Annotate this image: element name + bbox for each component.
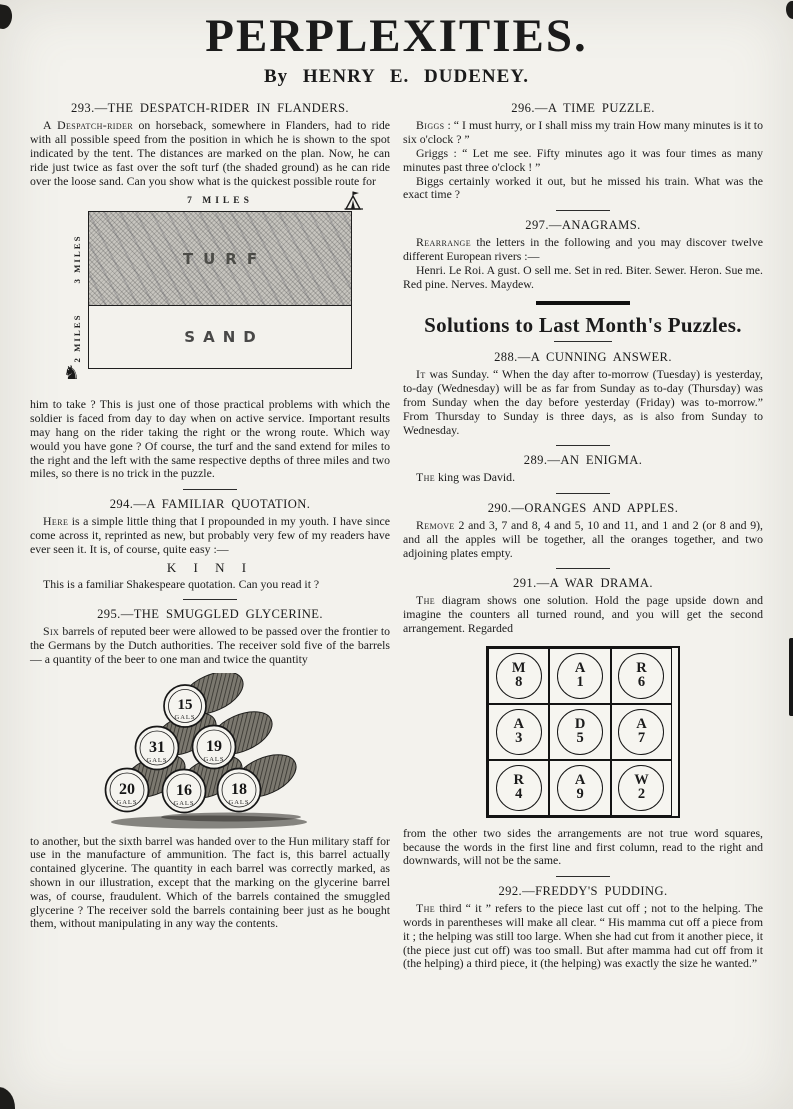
svg-text:GALS: GALS xyxy=(116,798,138,806)
puzzle-295-heading: 295.—THE SMUGGLED GLYCERINE. xyxy=(97,607,323,622)
solution-288-heading: 288.—A CUNNING ANSWER. xyxy=(494,350,672,365)
counter-R6 xyxy=(618,653,664,699)
svg-text:GALS: GALS xyxy=(203,755,225,763)
grid-cell xyxy=(549,704,610,760)
puzzle-294-paragraph-2: This is a familiar Shakespeare quotation. Can you read it ? xyxy=(43,576,320,591)
paragraph-text: was Sunday. “ When the day after to-morrow (Tuesday) is yesterday, to-day (Wednesday) will be as far from Sunday as to-day (Thursday) was from Sunday when the day before yesterday (Friday) was to-morrow.” From Thursday to Sunday is three days, as is also from Sunday to Wednesday. xyxy=(403,367,763,437)
war-drama-counter-grid xyxy=(486,646,680,818)
barrel-18 xyxy=(218,768,261,811)
counter-A3 xyxy=(496,709,542,755)
section-divider xyxy=(183,599,237,600)
svg-text:GALS: GALS xyxy=(174,713,196,721)
solution-290-paragraph xyxy=(403,519,763,560)
svg-text:GALS: GALS xyxy=(173,799,195,807)
barrel-31 xyxy=(136,726,179,769)
counter-letter: W xyxy=(634,772,649,789)
puzzle-293-paragraph-2: him to take ? This is just one of those practical problems with which the soldier is faced from day to day when on active service. Important results may hang on the rider taking the right or the wrong route. Which way would you have gone ? Of course, the turf and the sand extend for miles to the right and the left with the same respective depths of three miles and two miles, so there is no trick in the puzzle. xyxy=(30,397,390,481)
puzzle-296-paragraph-3: Biggs certainly worked it out, but he missed his train. What was the exact time ? xyxy=(403,173,763,202)
barrels-illustration xyxy=(81,673,339,831)
right-column xyxy=(403,101,763,971)
grid-cell xyxy=(488,704,549,760)
counter-number: 1 xyxy=(576,673,584,690)
sand-label: SAND xyxy=(184,328,264,347)
counter-letter: D xyxy=(574,716,586,733)
puzzle-296-paragraph-1 xyxy=(403,119,763,147)
paragraph-text: diagram shows one solution. Hold the page upside down and imagine the counters all turned round, and you will get the second arrangement. Regarded xyxy=(403,593,763,636)
barrel-20 xyxy=(106,768,149,811)
puzzle-296-heading: 296.—A TIME PUZZLE. xyxy=(511,101,655,116)
solution-291-paragraph-1 xyxy=(403,594,763,635)
counter-letter: M xyxy=(511,660,526,677)
grid-cell xyxy=(488,648,549,704)
section-divider xyxy=(556,876,610,877)
counter-number: 8 xyxy=(515,673,523,690)
grid-row xyxy=(488,704,678,760)
paragraph-text: 2 and 3, 7 and 8, 4 and 5, 10 and 11, and 1 and 2 (or 8 and 9), and all the apples will be together, all the oranges together, and two adjoining plates empty. xyxy=(403,518,763,560)
counter-R4 xyxy=(496,765,542,811)
counter-letter: A xyxy=(574,660,586,677)
left-column xyxy=(30,101,390,971)
counter-letter: A xyxy=(513,716,524,733)
scan-artifact-bottom-left xyxy=(0,1087,15,1109)
paragraph-text: barrels of reputed beer were allowed to be passed over the frontier to the Germans by the Dutch authorities. The receiver sold five of the barrels— a quantity of the beer to one man and twice the quantity xyxy=(30,624,390,666)
solution-291-paragraph-2: from the other two sides the arrangements are not true word squares, because the words in the first line and first column, read to the right and downwards, will not be the same. xyxy=(403,825,763,868)
solution-292-paragraph xyxy=(403,902,763,971)
paragraph-text: third “ it ” refers to the piece last cut off ; not to the helping. The words in parentheses will make all clear. “ His mamma cut off a piece from it ; the helping was still too large. When she had cut from it another piece, it (the piece just cut off) was too small. But after mamma had cut off from it (the helping) a third piece, it (the helping) was exactly the size he wanted.” xyxy=(403,901,763,971)
puzzle-293-heading: 293.—THE DESPATCH-RIDER IN FLANDERS. xyxy=(71,101,349,116)
solution-289-paragraph xyxy=(403,471,763,485)
svg-text:31: 31 xyxy=(149,738,165,756)
counter-number: 5 xyxy=(576,729,584,746)
counter-A9 xyxy=(557,765,603,811)
paragraph-lead: Six xyxy=(43,624,60,639)
puzzle-296-paragraph-2: Griggs : “ Let me see. Fifty minutes ago it was four times as many minutes past three o'clock ! ” xyxy=(403,145,763,174)
turf-region xyxy=(89,212,351,306)
map-left-bottom-distance-label: 2 MILES xyxy=(72,313,82,363)
flanders-map-figure xyxy=(60,196,360,392)
paragraph-lead: It xyxy=(416,367,426,382)
barrel-19 xyxy=(193,725,236,768)
solution-291-heading: 291.—A WAR DRAMA. xyxy=(513,576,653,591)
puzzle-294-heading: 294.—A FAMILIAR QUOTATION. xyxy=(109,497,311,512)
grid-row xyxy=(488,648,678,704)
paragraph-lead: The xyxy=(416,901,436,916)
paragraph-lead: Remove xyxy=(416,518,455,533)
solutions-divider xyxy=(536,301,630,305)
counter-letter: R xyxy=(513,772,524,789)
solutions-heading-underline xyxy=(554,341,612,342)
svg-text:20: 20 xyxy=(119,780,135,798)
grid-cell xyxy=(611,648,672,704)
counter-number: 6 xyxy=(637,673,646,690)
solution-288-paragraph xyxy=(403,368,763,437)
solution-289-heading: 289.—AN ENIGMA. xyxy=(523,453,643,468)
paragraph-text: on horseback, somewhere in Flanders, had to ride with all possible speed from the position in which he is shown to the spot indicated by the tent. The distances are marked on the plan. Now, he can ride just twice as fast over the soft turf (the shaded ground) as he can ride over the loose sand. Can you show what is the quickest possible route for xyxy=(30,118,390,188)
sand-region xyxy=(89,306,351,368)
counter-letter: A xyxy=(636,716,647,733)
grid-cell xyxy=(549,648,610,704)
paragraph-lead: The xyxy=(416,593,436,608)
grid-cell xyxy=(611,760,672,816)
horse-rider-icon: ♞ xyxy=(63,362,81,385)
counter-D5 xyxy=(557,709,603,755)
section-divider xyxy=(556,568,610,569)
counter-number: 9 xyxy=(576,785,584,802)
counter-A1 xyxy=(557,653,603,699)
solution-292-heading: 292.—FREDDY'S PUDDING. xyxy=(498,884,668,899)
puzzle-295-paragraph-1 xyxy=(30,625,390,666)
section-divider xyxy=(556,445,610,446)
section-divider xyxy=(556,210,610,211)
masthead xyxy=(0,0,793,88)
puzzle-297-anagram-list: Henri. Le Roi. A gust. O sell me. Set in red. Biter. Sewer. Heron. Sue me. Red pine. Nerves. Maydew. xyxy=(403,262,763,291)
page-title: PERPLEXITIES. xyxy=(205,10,588,62)
counter-number: 4 xyxy=(515,785,523,802)
solution-290-heading: 290.—ORANGES AND APPLES. xyxy=(487,501,679,516)
counter-letter: A xyxy=(574,772,586,789)
byline: By HENRY E. DUDENEY. xyxy=(263,66,530,88)
counter-A7 xyxy=(618,709,664,755)
svg-text:GALS: GALS xyxy=(146,756,168,764)
section-divider xyxy=(556,493,610,494)
paragraph-text: is a simple little thing that I propounded in my youth. I have since come across it, reprinted as new, but probably very few of my readers have ever seen it. It is, of course, quite easy :— xyxy=(30,514,390,556)
puzzle-297-heading: 297.—ANAGRAMS. xyxy=(525,218,641,233)
counter-number: 3 xyxy=(515,729,523,746)
counter-number: 2 xyxy=(637,785,646,802)
paragraph-lead: Here xyxy=(43,514,69,529)
paragraph-text: : “ I must hurry, or I shall miss my train How many minutes is it to six o'clock ? ” xyxy=(403,118,763,147)
cipher-text: K I N I xyxy=(166,559,254,575)
counter-W2 xyxy=(618,765,664,811)
puzzle-295-paragraph-2: to another, but the sixth barrel was handed over to the Hun military staff for use in the manufacture of ammunition. The fact is, this barrel actually contained glycerine. The quantity in each barrel was correctly marked, as shown in our illustration, except that the marking on the glycerine barrel was, of course, fraudulent. Which of the barrels contained the smuggled glycerine ? The receiver sold the barrels containing beer just as he bought them, without manipulating in any way the contents. xyxy=(30,833,390,931)
counter-letter: R xyxy=(636,660,647,677)
map-left-top-distance-label: 3 MILES xyxy=(72,234,82,284)
barrel-15 xyxy=(164,685,206,727)
puzzle-293-paragraph-1 xyxy=(30,119,390,188)
paragraph-lead: The xyxy=(416,470,436,485)
turf-label: TURF xyxy=(182,249,268,268)
puzzle-297-paragraph-1 xyxy=(403,236,763,264)
solutions-heading: Solutions to Last Month's Puzzles. xyxy=(424,313,742,338)
paragraph-text: king was David. xyxy=(435,470,516,485)
grid-cell xyxy=(611,704,672,760)
counter-M8 xyxy=(496,653,542,699)
section-divider xyxy=(183,489,237,490)
grid-cell xyxy=(549,760,610,816)
svg-text:19: 19 xyxy=(206,737,222,755)
two-column-layout xyxy=(0,101,793,971)
map-top-distance-label: 7 MILES xyxy=(187,196,253,207)
barrel-16 xyxy=(163,769,206,812)
puzzle-294-paragraph-1 xyxy=(30,515,390,556)
paragraph-lead: Biggs xyxy=(416,118,445,133)
paragraph-text: the letters in the following and you may discover twelve different European rivers :— xyxy=(403,235,763,263)
paragraph-lead: A Despatch-rider xyxy=(43,118,134,133)
svg-text:18: 18 xyxy=(231,780,247,798)
svg-text:15: 15 xyxy=(177,696,193,713)
counter-number: 7 xyxy=(637,729,646,746)
paragraph-lead: Rearrange xyxy=(416,235,472,250)
svg-text:GALS: GALS xyxy=(228,798,250,806)
svg-text:16: 16 xyxy=(176,781,192,799)
grid-cell xyxy=(488,760,549,816)
scan-artifact-right-edge xyxy=(789,638,793,716)
map-plan xyxy=(88,211,352,369)
grid-row xyxy=(488,760,678,816)
